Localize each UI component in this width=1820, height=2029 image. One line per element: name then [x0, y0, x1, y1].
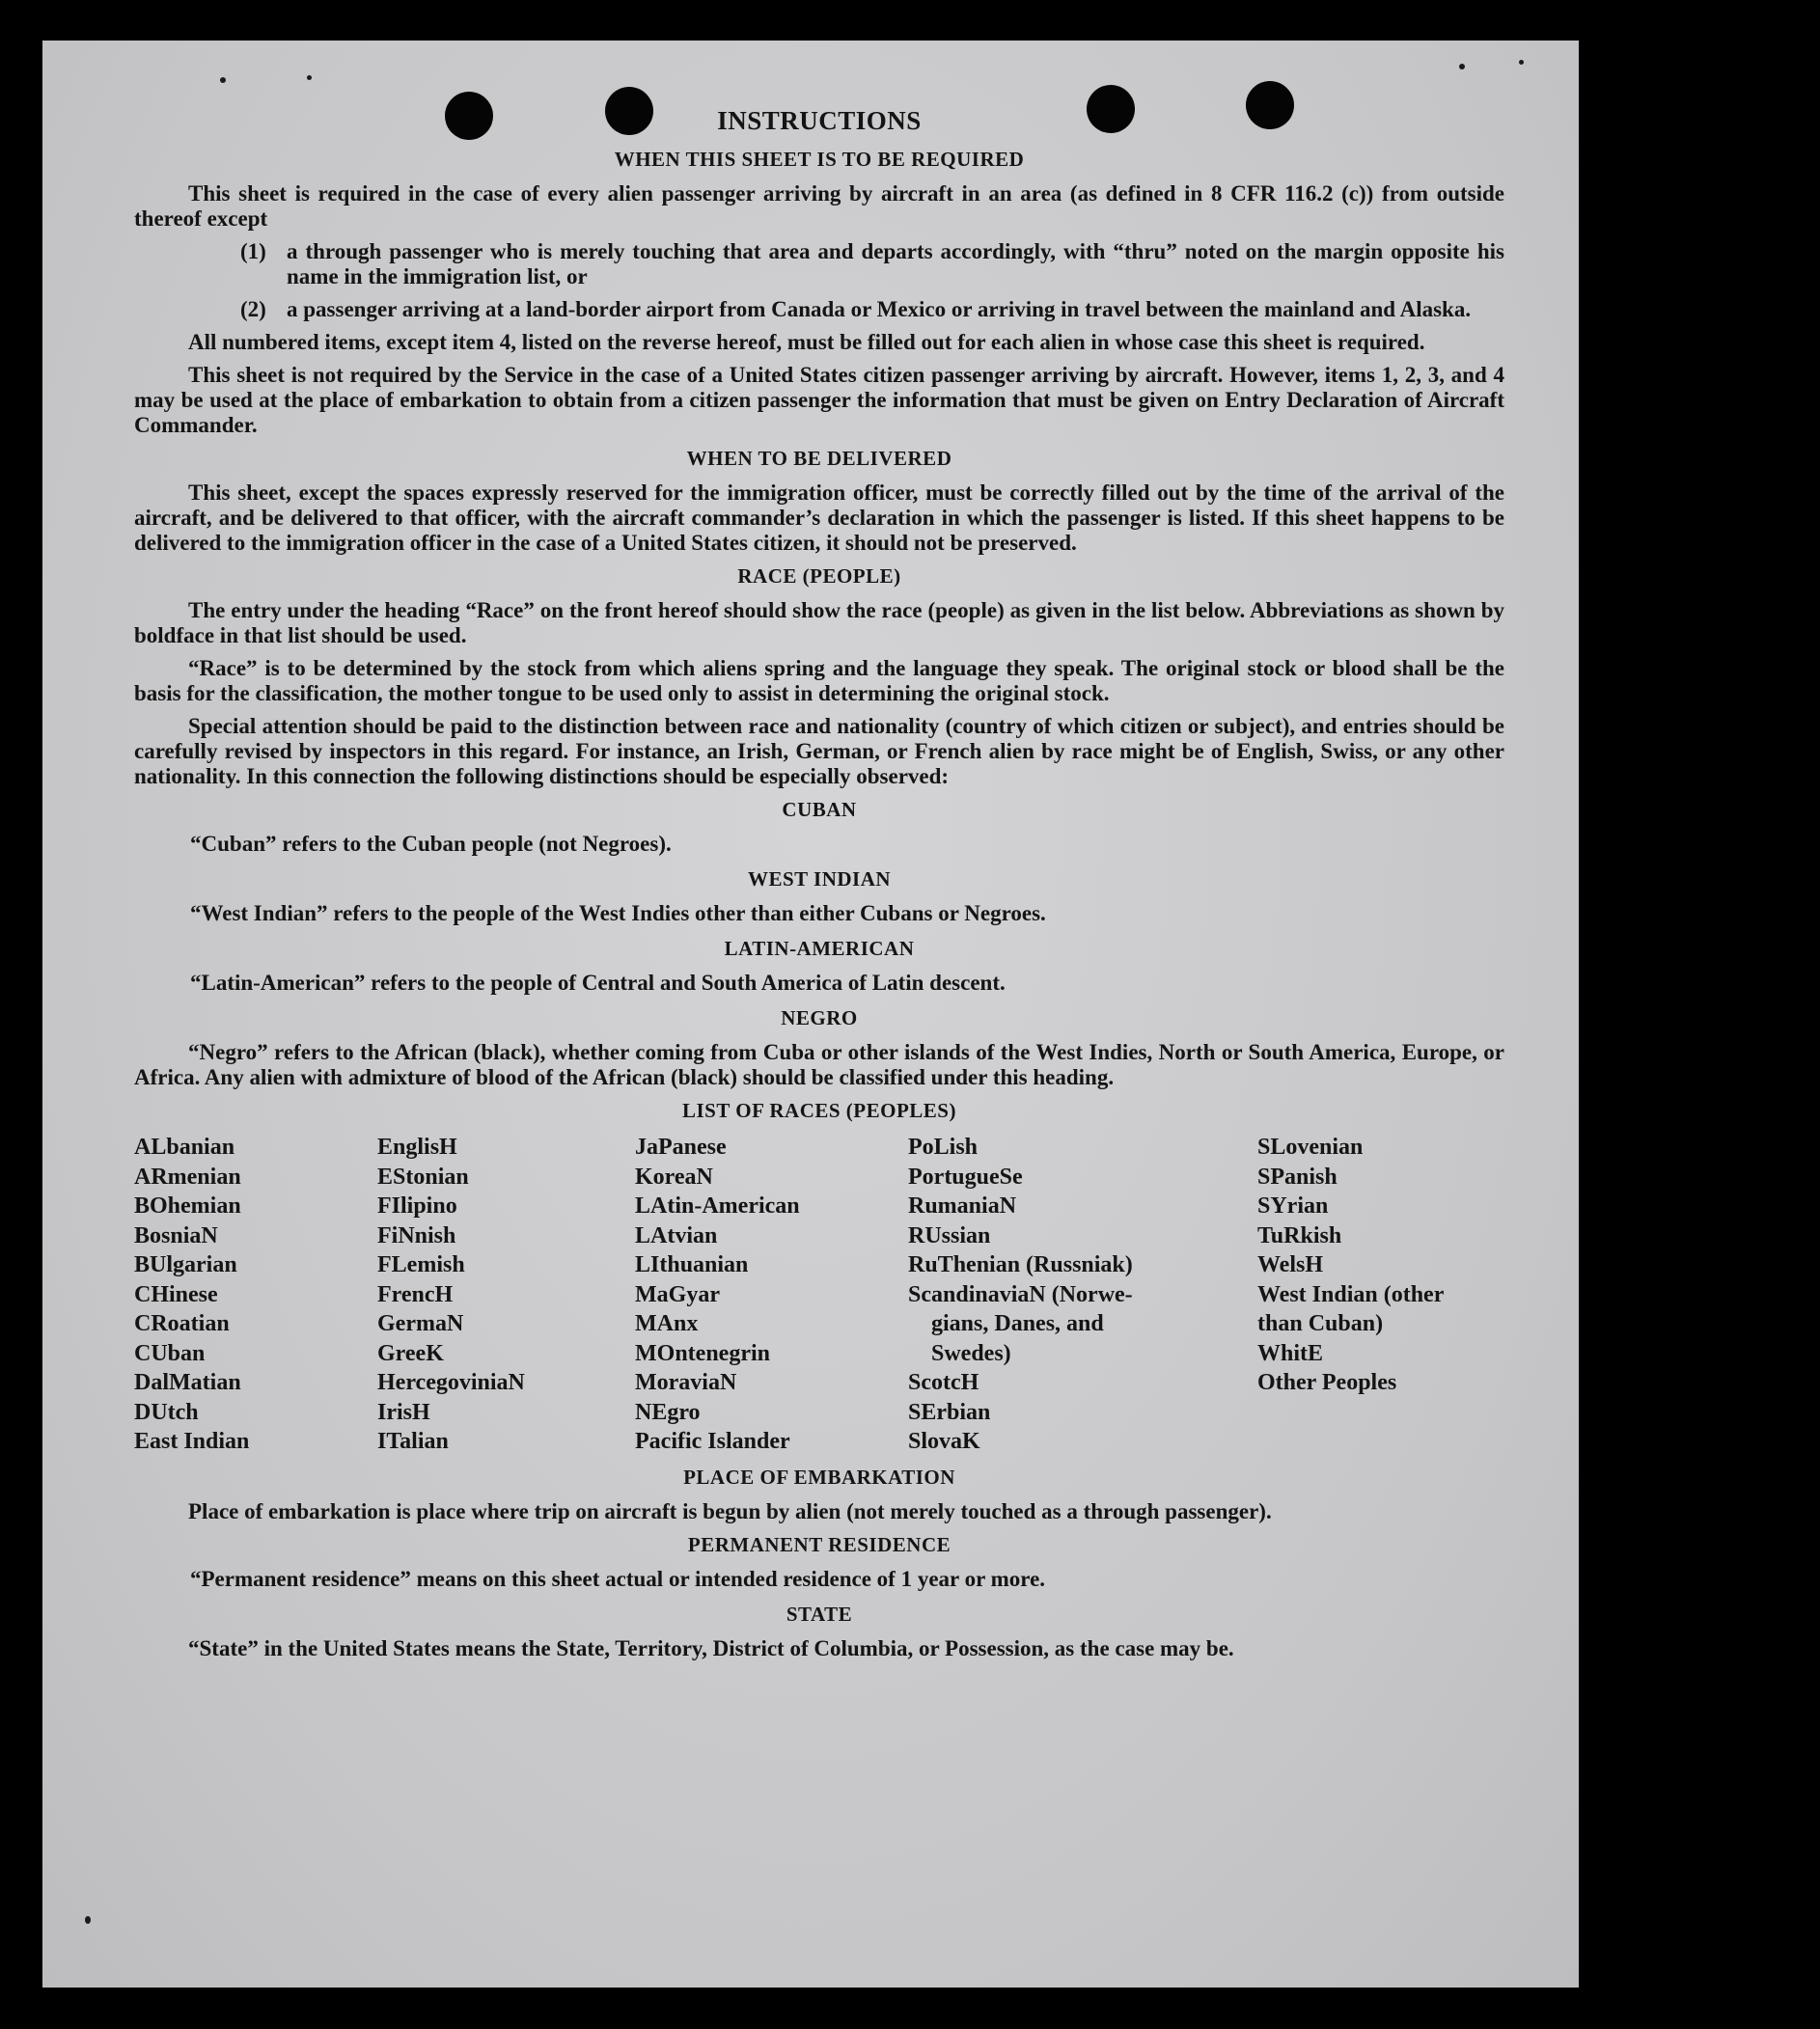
- citizen-paragraph: This sheet is not required by the Service in the case of a United States citizen passenger arriving by aircraft. However, items 1, 2, 3, and 4 may be used at the place of embarkation to obtain from a citizen passenger the information that must be given on Entry Declaration of Aircraft Commander.: [134, 363, 1504, 437]
- negro-definition: “Negro” refers to the African (black), whether coming from Cuba or other islands of the West Indies, North or South America, Europe, or Africa. Any alien with admixture of blood of the African (black) should be classified under this heading.: [134, 1040, 1504, 1089]
- race-entry: LIthuanian: [635, 1252, 749, 1277]
- when-required-intro: This sheet is required in the case of every alien passenger arriving by aircraft in an area (as defined in 8 CFR 116.2 (c)) from outside thereof except: [134, 181, 1504, 231]
- race-entry: LAtvian: [635, 1222, 718, 1248]
- race-entry: FLemish: [377, 1252, 465, 1277]
- west-indian-definition: “West Indian” refers to the people of the West Indies other than either Cubans or Negroes.: [190, 901, 1046, 925]
- when-delivered-text: This sheet, except the spaces expressly reserved for the immigration officer, must be correctly filled out by the time of the arrival of the aircraft, and be delivered to that officer, with the aircraft commander’s declaration in which the passenger is listed. If this sheet happens to be delivered to the immigration officer in the case of a United States citizen, it should not be preserved.: [134, 480, 1504, 555]
- race-entry: BosniaN: [134, 1222, 218, 1248]
- race-entry: GermaN: [377, 1311, 464, 1336]
- speck: [307, 75, 312, 80]
- race-entry: NEgro: [635, 1399, 701, 1425]
- race-entry: Pacific Islander: [635, 1429, 790, 1454]
- race-entry: MOntenegrin: [635, 1340, 770, 1366]
- race-entry: ITalian: [377, 1429, 449, 1454]
- residence-definition: “Permanent residence” means on this sheet actual or intended residence of 1 year or more.: [190, 1566, 1046, 1591]
- race-entry: IrisH: [377, 1399, 430, 1425]
- section-heading-negro: NEGRO: [781, 1006, 858, 1029]
- race-entry: DalMatian: [134, 1370, 241, 1395]
- race-entry: BUlgarian: [134, 1252, 237, 1277]
- race-entry: SErbian: [908, 1399, 991, 1425]
- race-entry: WelsH: [1257, 1252, 1324, 1277]
- document-page: [42, 41, 1579, 1988]
- state-definition: “State” in the United States means the State, Territory, District of Columbia, or Possession, as the case may be.: [188, 1635, 1234, 1660]
- exception-item-2: [240, 297, 1504, 322]
- race-paragraph-3: Special attention should be paid to the distinction between race and nationality (country of which citizen or subject), and entries should be carefully revised by inspectors in this regard. For instance, an Irish, German, or French alien by race might be of English, Swiss, or any other nationality. In this connection the following distinctions should be especially observed:: [134, 714, 1504, 788]
- race-entry: RumaniaN: [908, 1193, 1017, 1219]
- race-entry: Swedes): [908, 1340, 1011, 1366]
- race-entry: Other Peoples: [1257, 1370, 1397, 1395]
- race-entry: EnglisH: [377, 1135, 457, 1160]
- race-entry: FIlipino: [377, 1193, 457, 1219]
- race-entry: ScandinaviaN (Norwe-: [908, 1281, 1133, 1307]
- latin-american-definition: “Latin-American” refers to the people of Central and South America of Latin descent.: [190, 971, 1006, 995]
- section-heading-when-required: WHEN THIS SHEET IS TO BE REQUIRED: [614, 148, 1025, 171]
- page-title: INSTRUCTIONS: [717, 106, 922, 135]
- section-heading-race: RACE (PEOPLE): [737, 564, 901, 588]
- race-entry: DUtch: [134, 1399, 199, 1425]
- exception-number: (2): [240, 297, 266, 321]
- race-entry: TuRkish: [1257, 1222, 1342, 1248]
- numbered-items-paragraph: All numbered items, except item 4, listed on the reverse hereof, must be filled out for each alien in whose case this sheet is required.: [188, 330, 1425, 354]
- race-entry: SYrian: [1257, 1193, 1329, 1219]
- race-entry: than Cuban): [1257, 1311, 1384, 1336]
- race-entry: SPanish: [1257, 1164, 1337, 1190]
- speck: [1519, 60, 1524, 65]
- speck: [85, 1916, 91, 1924]
- race-entry: ALbanian: [134, 1135, 235, 1160]
- races-column-3: [635, 1133, 908, 1457]
- speck: [1459, 64, 1465, 69]
- race-entry: MaGyar: [635, 1281, 720, 1307]
- race-entry: JaPanese: [635, 1135, 727, 1160]
- race-entry: KoreaN: [635, 1164, 713, 1190]
- races-column-5: [1257, 1133, 1499, 1457]
- race-entry: FrencH: [377, 1281, 454, 1307]
- race-entry: LAtin-American: [635, 1193, 800, 1219]
- section-heading-state: STATE: [786, 1602, 853, 1626]
- race-entry: BOhemian: [134, 1193, 241, 1219]
- races-column-4: [908, 1133, 1257, 1457]
- race-entry: HercegoviniaN: [377, 1370, 525, 1395]
- race-entry: WhitE: [1257, 1340, 1324, 1366]
- race-entry: CHinese: [134, 1281, 218, 1307]
- race-entry: SLovenian: [1257, 1135, 1364, 1160]
- section-heading-cuban: CUBAN: [782, 798, 857, 821]
- race-entry: PoLish: [908, 1135, 979, 1160]
- section-heading-when-delivered: WHEN TO BE DELIVERED: [686, 447, 952, 470]
- race-entry: ScotcH: [908, 1370, 979, 1395]
- exception-text: a passenger arriving at a land-border airport from Canada or Mexico or arriving in travel between the mainland and Alaska.: [287, 297, 1472, 321]
- races-table: [134, 1133, 1504, 1457]
- race-entry: CRoatian: [134, 1311, 230, 1336]
- section-heading-embarkation: PLACE OF EMBARKATION: [683, 1465, 955, 1489]
- race-entry: SlovaK: [908, 1429, 980, 1454]
- race-entry: CUban: [134, 1340, 206, 1366]
- race-paragraph-1: The entry under the heading “Race” on the front hereof should show the race (people) as given in the list below. Abbreviations as shown by boldface in that list should be used.: [134, 598, 1504, 647]
- race-entry: EStonian: [377, 1164, 469, 1190]
- race-entry: MoraviaN: [635, 1370, 737, 1395]
- exception-item-1: [240, 239, 1504, 289]
- instructions-body: [134, 108, 1504, 1669]
- speck: [220, 77, 226, 83]
- cuban-definition: “Cuban” refers to the Cuban people (not Negroes).: [190, 832, 672, 856]
- section-heading-residence: PERMANENT RESIDENCE: [687, 1532, 951, 1556]
- race-entry: gians, Danes, and: [908, 1311, 1104, 1336]
- races-column-1: [134, 1133, 377, 1457]
- race-entry: GreeK: [377, 1340, 444, 1366]
- race-entry: RUssian: [908, 1222, 991, 1248]
- race-entry: ARmenian: [134, 1164, 241, 1190]
- race-entry: PortugueSe: [908, 1164, 1023, 1190]
- race-entry: West Indian (other: [1257, 1281, 1445, 1307]
- section-heading-races-list: LIST OF RACES (PEOPLES): [682, 1099, 956, 1122]
- exception-number: (1): [240, 239, 266, 263]
- exception-text: a through passenger who is merely touching that area and departs accordingly, with “thru” noted on the margin opposite his name in the immigration list, or: [287, 239, 1504, 288]
- race-entry: MAnx: [635, 1311, 699, 1336]
- section-heading-latin-american: LATIN-AMERICAN: [724, 937, 915, 960]
- race-entry: RuThenian (Russniak): [908, 1252, 1133, 1277]
- race-entry: East Indian: [134, 1429, 250, 1454]
- section-heading-west-indian: WEST INDIAN: [747, 867, 892, 891]
- races-column-2: [377, 1133, 635, 1457]
- race-entry: FiNnish: [377, 1222, 456, 1248]
- race-paragraph-2: “Race” is to be determined by the stock from which aliens spring and the language they speak. The original stock or blood shall be the basis for the classification, the mother tongue to be used only to assist in determining the original stock.: [134, 656, 1504, 705]
- embarkation-definition: Place of embarkation is place where trip on aircraft is begun by alien (not merely touched as a through passenger).: [188, 1498, 1272, 1523]
